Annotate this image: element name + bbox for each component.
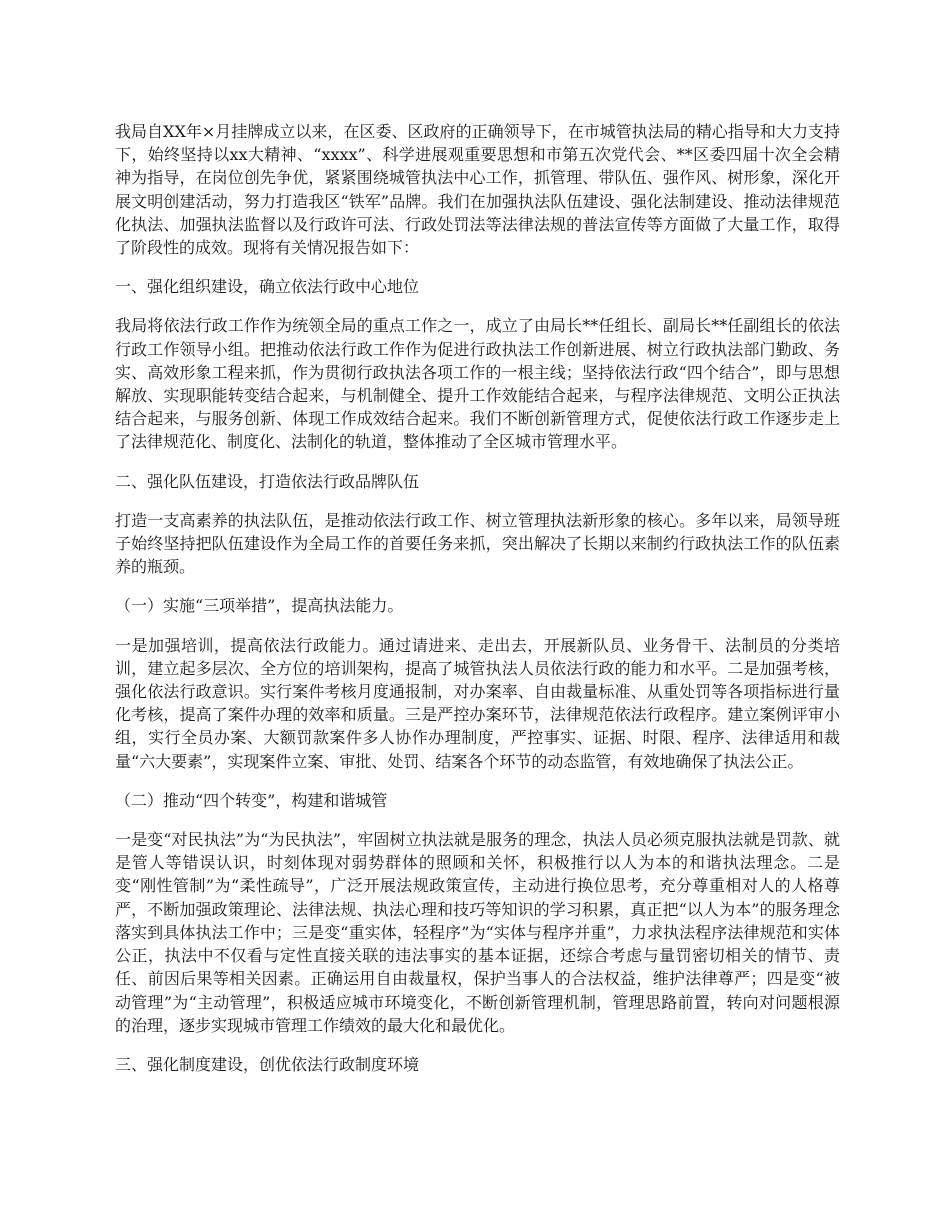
intro-paragraph: 我局自XX年×月挂牌成立以来，在区委、区政府的正确领导下，在市城管执法局的精心指导和大力支持下，始终坚持以xx大精神、“xxxx”、科学进展观重要思想和市第五次党代会、**区委四届十次全会精神为指导，在岗位创先争优，紧紧围绕城管执法中心工作，抓管理、带队伍、强作风、树形象，深化开展文明创建活动，努力打造我区“铁军”品牌。我们在加强执法队伍建设、强化法制建设、推动法律规范化执法、加强执法监督以及行政许可法、行政处罚法等法律法规的普法宣传等方面做了大量工作，取得了阶段性的成效。现将有关情况报告如下： (115, 122, 840, 258)
section-heading-1: 一、强化组织建设，确立依法行政中心地位 (115, 277, 420, 297)
section-heading-2: 二、强化队伍建设，打造依法行政品牌队伍 (115, 471, 420, 491)
subsection-2-1-paragraph: 一是加强培训，提高依法行政能力。通过请进来、走出去，开展新队员、业务骨干、法制员的分类培训，建立起多层次、全方位的培训架构，提高了城管执法人员依法行政的能力和水平。二是加强考核，强化依法行政意识。实行案件考核月度通报制，对办案率、自由裁量标准、从重处罚等各项指标进行量化考核，提高了案件办理的效率和质量。三是严控办案环节，法律规范依法行政程序。建立案例评审小组，实行全员办案、大额罚款案件多人协作办理制度，严控事实、证据、时限、程序、法律适用和裁量“六大要素”，实现案件立案、审批、处罚、结案各个环节的动态监管，有效地确保了执法公正。 (115, 635, 840, 771)
subsection-heading-2-2: （二）推动“四个转变”，构建和谐城管 (115, 790, 388, 810)
subsection-heading-2-1: （一）实施“三项举措”，提高执法能力。 (115, 596, 404, 616)
section-2-paragraph: 打造一支高素养的执法队伍，是推动依法行政工作、树立管理执法新形象的核心。多年以来，局领导班子始终坚持把队伍建设作为全局工作的首要任务来抓，突出解决了长期以来制约行政执法工作的队伍素养的瓶颈。 (115, 510, 840, 577)
section-1-paragraph: 我局将依法行政工作作为统领全局的重点工作之一，成立了由局长**任组长、副局长**任副组长的依法行政工作领导小组。把推动依法行政工作作为促进行政执法工作创新进展、树立行政执法部门勤政、务实、高效形象工程来抓，作为贯彻行政执法各项工作的一根主线；坚持依法行政“四个结合”，即与思想解放、实现职能转变结合起来，与机制健全、提升工作效能结合起来，与程序法律规范、文明公正执法结合起来，与服务创新、体现工作成效结合起来。我们不断创新管理方式，促使依法行政工作逐步走上了法律规范化、制度化、法制化的轨道，整体推动了全区城市管理水平。 (115, 316, 840, 452)
subsection-2-2-paragraph: 一是变“对民执法”为“为民执法”，牢固树立执法就是服务的理念，执法人员必须克服执法就是罚款、就是管人等错误认识，时刻体现对弱势群体的照顾和关怀，积极推行以人为本的和谐执法理念。二是变“刚性管制”为“柔性疏导”，广泛开展法规政策宣传，主动进行换位思考，充分尊重相对人的人格尊严，不断加强政策理论、法律法规、执法心理和技巧等知识的学习积累，真正把“以人为本”的服务理念落实到具体执法工作中；三是变“重实体，轻程序”为“实体与程序并重”，力求执法程序法律规范和实体公正，执法中不仅看与定性直接关联的违法事实的基本证据，还综合考虑与量罚密切相关的情节、责任、前因后果等相关因素。正确运用自由裁量权，保护当事人的合法权益，维护法律尊严；四是变“被动管理”为“主动管理”，积极适应城市环境变化，不断创新管理机制，管理思路前置，转向对问题根源的治理，逐步实现城市管理工作绩效的最大化和最优化。 (115, 830, 840, 1035)
section-heading-3: 三、强化制度建设，创优依法行政制度环境 (115, 1054, 420, 1074)
document-page (115, 120, 840, 1092)
